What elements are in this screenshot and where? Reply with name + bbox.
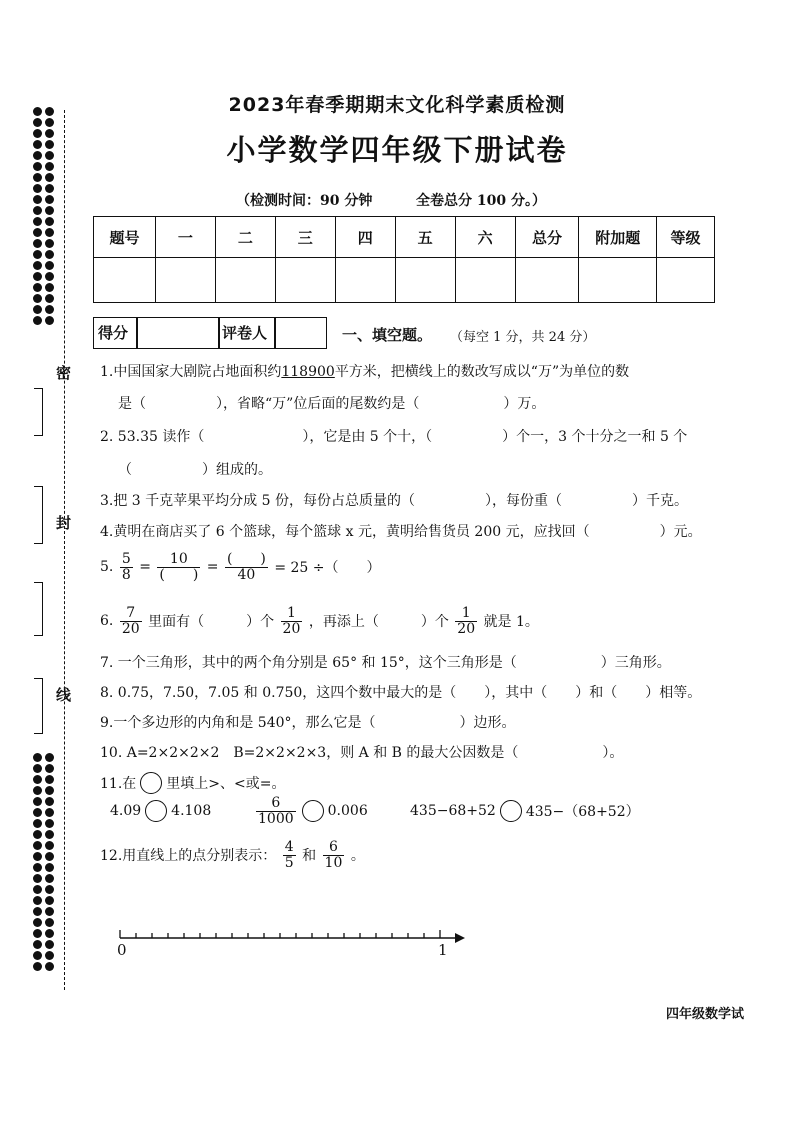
seal-char-xian: 线 <box>56 686 72 704</box>
q6-label: 6. <box>100 613 114 630</box>
binding-dot <box>45 107 54 116</box>
binding-dot <box>45 129 54 138</box>
q12-fraction-2 <box>323 840 345 870</box>
denominator: 40 <box>237 566 256 583</box>
compare-right: 0.006 <box>327 803 368 820</box>
q5-label: 5. <box>100 559 114 576</box>
binding-dot <box>33 239 42 248</box>
q1-number: 118900 <box>281 364 335 380</box>
binding-dot <box>33 841 42 850</box>
compare-circle[interactable] <box>145 800 167 822</box>
binding-dot <box>33 896 42 905</box>
binding-dot <box>45 294 54 303</box>
compare-fraction <box>256 796 296 826</box>
score-blank-cell[interactable] <box>215 258 275 303</box>
compare-left: 435−68+52 <box>410 803 496 819</box>
numerator: 6 <box>256 796 296 812</box>
score-header-cell: 四 <box>335 217 395 258</box>
score-header-cell: 题号 <box>94 217 156 258</box>
score-header-cell: 一 <box>155 217 215 258</box>
binding-dot <box>33 951 42 960</box>
binding-dot <box>33 305 42 314</box>
question-12 <box>100 840 365 870</box>
q6-fraction-2 <box>281 606 303 636</box>
question-7: 7. 一个三角形，其中的两个角分别是 65° 和 15°，这个三角形是（ ）三角形。 <box>100 655 671 671</box>
q12-fraction-1 <box>283 840 296 870</box>
numerator: 1 <box>281 606 303 622</box>
denominator: 1000 <box>258 810 294 827</box>
score-info: 全卷总分 100 分。） <box>416 193 546 209</box>
binding-dot <box>45 250 54 259</box>
binding-dot <box>45 841 54 850</box>
binding-dot <box>33 819 42 828</box>
binding-dot <box>33 775 42 784</box>
binding-dot <box>33 107 42 116</box>
seal-char-mi: 密 <box>56 364 72 382</box>
score-blank-cell[interactable] <box>275 258 335 303</box>
time-info: （检测时间：90 分钟 <box>236 193 373 209</box>
binding-dot <box>33 272 42 281</box>
grader-divider <box>274 318 276 348</box>
score-header-cell: 总分 <box>515 217 579 258</box>
binding-dot <box>33 228 42 237</box>
compare-circle[interactable] <box>500 800 522 822</box>
binding-dot <box>45 316 54 325</box>
q12-and: 和 <box>302 848 317 865</box>
binding-dot <box>45 786 54 795</box>
binding-dot <box>33 250 42 259</box>
binding-dot <box>45 852 54 861</box>
score-header-cell: 五 <box>395 217 455 258</box>
q12-end: 。 <box>350 848 365 865</box>
binding-dot <box>33 206 42 215</box>
binding-dot <box>45 162 54 171</box>
q11-text-b: 里填上>、<或=。 <box>166 776 286 792</box>
binding-dot <box>45 261 54 270</box>
binding-dot <box>45 283 54 292</box>
compare-item-3 <box>410 800 640 822</box>
binding-dot <box>45 239 54 248</box>
bracket-mark <box>34 678 43 734</box>
denominator: 20 <box>282 620 301 637</box>
denominator: 5 <box>284 854 294 871</box>
page-footer: 四年级数学试 <box>666 1007 745 1022</box>
binding-dots-bottom <box>32 752 60 992</box>
binding-dot <box>33 173 42 182</box>
q6-fraction-3 <box>455 606 477 636</box>
binding-dot <box>33 874 42 883</box>
binding-dot <box>33 797 42 806</box>
denominator: 20 <box>121 620 140 637</box>
question-9: 9.一个多边形的内角和是 540°，那么它是（ ）边形。 <box>100 715 516 731</box>
q5-fraction-3 <box>225 552 268 582</box>
binding-dot <box>33 907 42 916</box>
binding-dot <box>33 830 42 839</box>
numerator: 10 <box>157 552 200 568</box>
binding-dot <box>33 217 42 226</box>
q1-text-a: 1.中国国家大剧院占地面积约 <box>100 364 282 380</box>
binding-dot <box>45 775 54 784</box>
denominator: 10 <box>324 854 343 871</box>
binding-dot <box>45 151 54 160</box>
numerator: 1 <box>455 606 477 622</box>
score-table <box>93 216 715 303</box>
compare-circle[interactable] <box>302 800 324 822</box>
binding-dot <box>33 852 42 861</box>
binding-dot <box>33 261 42 270</box>
exam-title: 2023年春季期期末文化科学素质检测 <box>228 94 566 116</box>
bracket-mark <box>34 388 43 436</box>
q11-text-a: 11.在 <box>100 776 137 792</box>
binding-dot <box>33 929 42 938</box>
score-header-cell: 六 <box>455 217 515 258</box>
binding-dot <box>45 929 54 938</box>
compare-item-2 <box>254 796 368 826</box>
binding-dot <box>45 874 54 883</box>
denominator: ( ) <box>159 566 199 583</box>
binding-dot <box>45 272 54 281</box>
numerator: 4 <box>284 839 294 855</box>
score-blank-cell[interactable] <box>579 258 657 303</box>
denominator: 20 <box>457 620 476 637</box>
binding-dot <box>45 140 54 149</box>
score-label: 得分 <box>98 324 129 342</box>
binding-dot <box>33 195 42 204</box>
score-blank-cell[interactable] <box>656 258 714 303</box>
grader-divider <box>218 318 220 348</box>
question-2-line2: （ ）组成的。 <box>118 462 272 478</box>
question-10: 10. A=2×2×2×2 B=2×2×2×3，则 A 和 B 的最大公因数是（ ）。 <box>100 745 624 761</box>
grader-divider <box>136 318 138 348</box>
binding-dot <box>45 228 54 237</box>
binding-dot <box>45 885 54 894</box>
score-blank-cell[interactable] <box>335 258 395 303</box>
question-6 <box>100 606 539 636</box>
binding-dot <box>45 940 54 949</box>
score-blank-cell[interactable] <box>395 258 455 303</box>
section-title: 一、填空题。 <box>342 326 433 344</box>
section-note: （每空 1 分，共 24 分） <box>450 330 596 345</box>
binding-dot <box>45 184 54 193</box>
binding-dot <box>45 907 54 916</box>
question-5 <box>100 552 381 582</box>
binding-dot <box>33 808 42 817</box>
numerator: 7 <box>120 606 142 622</box>
exam-subtitle: 小学数学四年级下册试卷 <box>226 133 568 167</box>
binding-dot <box>45 896 54 905</box>
compare-right: 435−（68+52） <box>525 804 640 820</box>
binding-dashed-line <box>64 110 65 990</box>
q6-fraction-1 <box>120 606 142 636</box>
question-3: 3.把 3 千克苹果平均分成 5 份，每份占总质量的（ ），每份重（ ）千克。 <box>100 493 688 509</box>
q5-equals: = <box>139 559 151 576</box>
binding-dot <box>33 162 42 171</box>
binding-dot <box>45 808 54 817</box>
q6-text-mid2: ，再添上（ ）个 <box>308 614 449 631</box>
binding-dot <box>45 305 54 314</box>
binding-dot <box>33 151 42 160</box>
score-blank-cell[interactable] <box>155 258 215 303</box>
question-1-line2: 是（ ），省略“万”位后面的尾数约是（ ）万。 <box>118 396 546 412</box>
circle-icon <box>140 772 162 794</box>
binding-dot <box>45 195 54 204</box>
binding-dot <box>33 316 42 325</box>
binding-dot <box>33 940 42 949</box>
arrow-icon <box>455 933 465 943</box>
binding-dot <box>33 140 42 149</box>
binding-dot <box>33 764 42 773</box>
compare-item-1 <box>110 800 211 822</box>
question-4: 4.黄明在商店买了 6 个篮球，每个篮球 x 元，黄明给售货员 200 元，应找回（ ）元。 <box>100 524 702 540</box>
binding-dot <box>33 283 42 292</box>
number-line-start: 0 <box>117 941 127 959</box>
compare-left: 4.09 <box>110 803 142 819</box>
q12-text: 12.用直线上的点分别表示： <box>100 848 277 865</box>
binding-dot <box>45 951 54 960</box>
q5-tail: = 25 ÷（ ） <box>274 560 381 577</box>
numerator: ( ) <box>226 551 266 567</box>
binding-dot <box>45 918 54 927</box>
binding-dot <box>33 118 42 127</box>
number-line-end: 1 <box>438 941 448 959</box>
score-table-header-row <box>94 217 715 258</box>
grader-box <box>93 317 327 349</box>
binding-dot <box>45 173 54 182</box>
q5-equals: = <box>206 559 219 576</box>
q6-tail: 就是 1。 <box>483 614 539 631</box>
q5-fraction-1 <box>120 552 133 582</box>
bracket-mark <box>34 582 43 636</box>
number-line[interactable] <box>110 926 470 966</box>
score-header-cell: 等级 <box>656 217 714 258</box>
score-blank-cell[interactable] <box>455 258 515 303</box>
binding-dot <box>33 786 42 795</box>
binding-dot <box>45 217 54 226</box>
binding-dot <box>45 753 54 762</box>
question-11 <box>100 772 285 794</box>
binding-dot <box>45 118 54 127</box>
bracket-mark <box>34 486 43 544</box>
binding-dot <box>33 184 42 193</box>
binding-dot <box>33 863 42 872</box>
binding-dot <box>33 129 42 138</box>
numerator: 5 <box>121 551 131 567</box>
q1-text-b: 平方米，把横线上的数改写成以“万”为单位的数 <box>334 364 630 380</box>
binding-dot <box>33 918 42 927</box>
q6-text-mid1: 里面有（ ）个 <box>148 614 275 631</box>
binding-dot <box>45 797 54 806</box>
binding-dot <box>45 206 54 215</box>
score-header-cell: 附加题 <box>579 217 657 258</box>
compare-right: 4.108 <box>171 803 212 819</box>
question-2: 2. 53.35 读作（ ），它是由 5 个十，（ ）个一，3 个十分之一和 5 个 <box>100 429 688 445</box>
binding-dot <box>45 962 54 971</box>
question-8: 8. 0.75，7.50，7.05 和 0.750，这四个数中最大的是（ ），其中（ ）和（ ）相等。 <box>100 685 702 701</box>
denominator: 8 <box>121 566 131 583</box>
binding-dots-top <box>32 106 60 336</box>
numerator: 6 <box>323 840 345 856</box>
seal-char-feng: 封 <box>56 514 72 532</box>
binding-dot <box>45 830 54 839</box>
binding-dot <box>33 885 42 894</box>
binding-dot <box>45 819 54 828</box>
score-blank-cell[interactable] <box>515 258 579 303</box>
q5-fraction-2 <box>157 552 200 582</box>
score-table-blank-row <box>94 258 715 303</box>
question-1 <box>100 361 629 381</box>
binding-dot <box>33 294 42 303</box>
score-blank-cell[interactable] <box>94 258 156 303</box>
score-header-cell: 三 <box>275 217 335 258</box>
binding-dot <box>45 764 54 773</box>
score-header-cell: 二 <box>215 217 275 258</box>
binding-dot <box>33 962 42 971</box>
binding-dot <box>45 863 54 872</box>
binding-dot <box>33 753 42 762</box>
reviewer-label: 评卷人 <box>222 324 268 342</box>
